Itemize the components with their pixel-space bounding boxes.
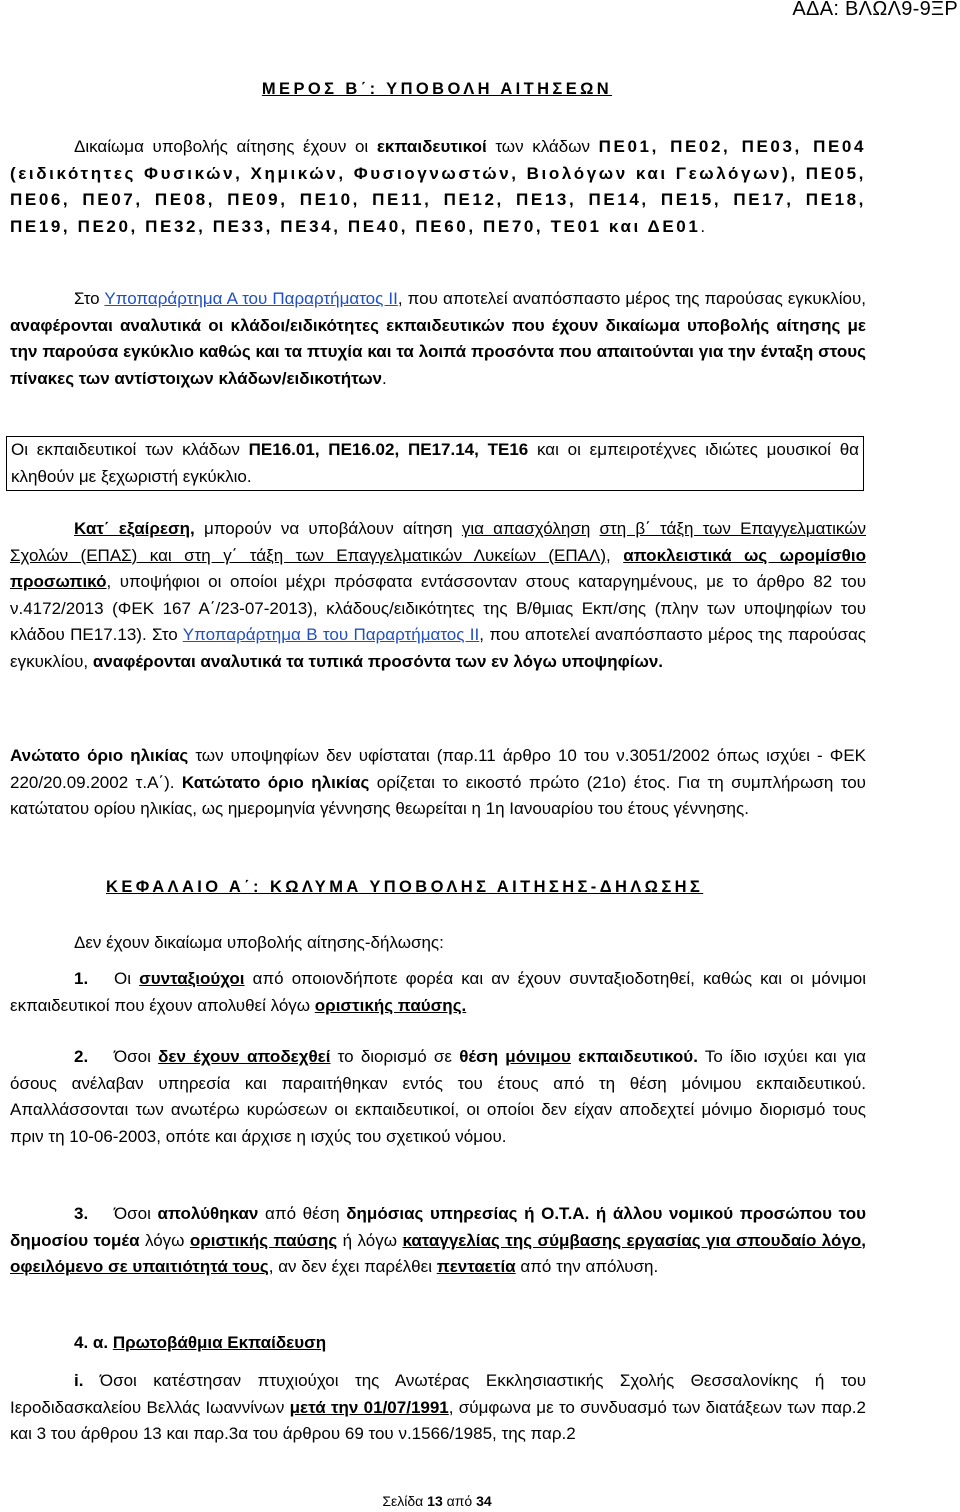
item-4-heading: [10, 1330, 866, 1357]
p1-bold-branches: ΠΕ01, ΠΕ02, ΠΕ03, ΠΕ04 (ειδικότητες Φυσικών, Χημικών, Φυσιογνωστών, Βιολόγων και Γεωλόγων), ΠΕ05, ΠΕ06, ΠΕ07, ΠΕ08, ΠΕ09, ΠΕ10, ΠΕ11, ΠΕ12, ΠΕ13, ΠΕ14, ΠΕ15, ΠΕ17, ΠΕ18, ΠΕ19, ΠΕ20, ΠΕ32, ΠΕ33, ΠΕ34, ΠΕ40, ΠΕ60, ΠΕ70, ΤΕ01 και ΔΕ01: [10, 137, 866, 236]
paragraph-exception: [10, 516, 866, 675]
item-2: [10, 1044, 866, 1150]
annex-a-link[interactable]: Υποπαράρτημα Α του Παραρτήματος ΙΙ: [104, 289, 398, 308]
p2-text-1: Στο: [74, 289, 105, 308]
p3-bold-1: ΠΕ16.01, ΠΕ16.02, ΠΕ17.14, ΤΕ16: [248, 440, 529, 459]
ada-code: ΑΔΑ: ΒΛΩΛ9-9ΞΡ: [792, 0, 958, 20]
item-2-bold-2: θέση: [459, 1047, 506, 1066]
item-1-text-1: Οι: [114, 969, 140, 988]
item-3-text-3: λόγω: [139, 1230, 190, 1250]
primary-education-title: Πρωτοβάθμια Εκπαίδευση: [112, 1333, 327, 1352]
item-4-number: 4. α.: [74, 1333, 109, 1352]
item-3-bold-5: πενταετία: [436, 1257, 516, 1276]
item-1-bold-1: συνταξιούχοι: [139, 969, 245, 988]
p4-underline-2: στη β΄ τάξη των Επαγγελματικών Σχολών (ΕΠΑΣ) και στη γ΄ τάξη των Επαγγελματικών Λυκείων (ΕΠΑΛ): [10, 519, 866, 565]
footer-middle: από: [442, 1493, 477, 1509]
p4-bold-2: αποκλειστικά ως ωρομίσθιο προσωπικό: [10, 545, 866, 591]
boxed-note: [6, 436, 864, 491]
p1-bold-1: εκπαιδευτικοί: [376, 137, 487, 156]
p5-bold-1: Ανώτατο όριο ηλικίας: [10, 746, 189, 765]
page-footer: [0, 1493, 874, 1509]
item-3-bold-4: καταγγελίας της σύμβασης εργασίας για σπουδαίο λόγο, οφειλόμενο σε υπαιτιότητά τους: [10, 1230, 866, 1276]
p4-text-1: μπορούν να υποβάλουν αίτηση: [194, 519, 462, 538]
item-4-i-number: i.: [74, 1371, 84, 1390]
item-1-text-2: από οποιονδήποτε φορέα και αν έχουν συνταξιοδοτηθεί, καθώς και οι μόνιμοι εκπαιδευτικοί που έχουν απολυθεί λόγω: [10, 969, 866, 1015]
annex-b-link[interactable]: Υποπαράρτημα Β του Παραρτήματος ΙΙ: [182, 625, 480, 644]
p4-text-2: [590, 519, 599, 538]
item-2-bold-3: μόνιμου: [505, 1047, 571, 1066]
item-3-text-5: , αν δεν έχει παρέλθει: [268, 1257, 437, 1276]
paragraph-annex-a: [10, 286, 866, 392]
footer-total-pages: 34: [476, 1493, 492, 1509]
item-4-i-text-2: , σύμφωνα με το συνδυασμό των διατάξεων των παρ.2 και 3 του άρθρου 13 και παρ.3α του άρθρου 69 του ν.1566/1985, της παρ.2: [10, 1397, 866, 1443]
p5-text-2: ορίζεται το εικοστό πρώτο (21ο) έτος. Για τη συμπλήρωση του κατώτατου ορίου ηλικίας, ως ημερομηνία γέννησης θεωρείται η 1η Ιανουαρίου του έτους γέννησης.: [10, 772, 866, 818]
p1-text-3: .: [700, 216, 708, 236]
p4-text-4: , υποψήφιοι οι οποίοι μέχρι πρόσφατα εντάσσονταν στους καταργημένους, με το άρθρο 82 του ν.4172/2013 (ΦΕΚ 167 Α΄/23-07-2013), κλάδους/ειδικότητες της Β/θμιας Εκπ/σης (πλην των υποψηφίων του κλάδου ΠΕ17.13). Στο: [10, 572, 866, 644]
p3-text-2: και οι εμπειροτέχνες ιδιώτες μουσικοί θα κληθούν με ξεχωριστή εγκύκλιο.: [11, 440, 859, 486]
p4-underline-1: για απασχόληση: [461, 519, 591, 538]
p2-bold-1: αναφέρονται αναλυτικά οι κλάδοι/ειδικότητες εκπαιδευτικών που έχουν δικαίωμα υποβολής αίτησης με την παρούσα εγκύκλιο καθώς και τα πτυχία και τα λοιπά προσόντα που απαιτούνται για την ένταξη στους πίνακες των αντίστοιχων κλάδων/ειδικοτήτων: [10, 315, 866, 388]
p1-text-1: Δικαίωμα υποβολής αίτησης έχουν οι: [74, 137, 377, 156]
item-3-text-2: από θέση: [258, 1204, 347, 1223]
item-2-text-2: το διορισμό σε: [330, 1047, 460, 1066]
p2-text-2: , που αποτελεί αναπόσπαστο μέρος της παρούσας εγκυκλίου,: [397, 289, 866, 308]
footer-prefix: Σελίδα: [382, 1493, 428, 1509]
item-2-bold-4: εκπαιδευτικού.: [570, 1047, 698, 1066]
p5-text-1: των υποψηφίων δεν υφίσταται (παρ.11 άρθρο 10 του ν.3051/2002 όπως ισχύει - ΦΕΚ 220/20.09.2002 τ.Α΄).: [10, 746, 866, 792]
item-4-i: [10, 1368, 866, 1448]
item-4-i-text-1: Όσοι κατέστησαν πτυχιούχοι της Ανωτέρας Εκκλησιαστικής Σχολής Θεσσαλονίκης ή του Ιεροδιδασκαλείου Βελλάς Ιωαννίνων: [10, 1371, 866, 1417]
p1-text-2: των κλάδων: [486, 137, 599, 156]
item-2-text-3: Το ίδιο ισχύει και για όσους ανέλαβαν υπηρεσία και παραιτήθηκαν εντός του έτους από τη θέση μόνιμου εκπαιδευτικού. Απαλλάσσονται των ανωτέρω κυρώσεων οι εκπαιδευτικοί, οι οποίοι δεν είχαν αποδεχτεί μόνιμο διορισμό τους πριν τη 10-06-2003, οπότε και άρχισε η ισχύς του σχετικού νόμου.: [10, 1047, 866, 1146]
item-2-number: 2.: [74, 1047, 89, 1066]
p2-text-3: .: [382, 368, 387, 388]
p4-text-3: ,: [606, 545, 624, 565]
item-3-text-6: από την απόλυση.: [515, 1257, 659, 1276]
item-3-text-4: ή λόγω: [337, 1230, 403, 1250]
chapter-title: ΚΕΦΑΛΑΙΟ Α΄: ΚΩΛΥΜΑ ΥΠΟΒΟΛΗΣ ΑΙΤΗΣΗΣ-ΔΗΛΩΣΗΣ: [106, 878, 704, 896]
item-3-bold-1: απολύθηκαν: [157, 1204, 259, 1223]
p5-bold-2: Κατώτατο όριο ηλικίας: [181, 772, 370, 792]
paragraph-age-limits: [10, 743, 866, 823]
footer-page-number: 13: [427, 1493, 443, 1509]
item-2-text-1: Όσοι: [114, 1047, 159, 1066]
item-4-i-bold-1: μετά την 01/07/1991: [289, 1397, 449, 1417]
paragraph-separate-circular: [6, 436, 864, 491]
paragraph-eligible-teachers: [10, 134, 866, 240]
item-3: [10, 1201, 866, 1281]
p3-text-1: Οι εκπαιδευτικοί των κλάδων: [11, 440, 249, 459]
item-3-text-1: Όσοι: [114, 1204, 158, 1223]
item-3-bold-3: οριστικής παύσης: [189, 1230, 338, 1250]
item-2-bold-1: δεν έχουν αποδεχθεί: [158, 1047, 331, 1066]
p4-bold-1: Κατ΄ εξαίρεση,: [74, 519, 195, 538]
item-3-bold-2: δημόσιας υπηρεσίας ή Ο.Τ.Α. ή άλλου νομικού προσώπου του δημοσίου τομέα: [10, 1204, 866, 1250]
part-title: ΜΕΡΟΣ Β΄: ΥΠΟΒΟΛΗ ΑΙΤΗΣΕΩΝ: [261, 80, 613, 98]
item-3-number: 3.: [74, 1204, 89, 1223]
item-1-bold-2: οριστικής παύσης.: [314, 995, 467, 1015]
item-1-number: 1.: [74, 969, 89, 988]
item-1: [10, 966, 866, 1019]
p4-text-5: , που αποτελεί αναπόσπαστο μέρος της παρούσας εγκυκλίου,: [10, 625, 866, 671]
intro-line: Δεν έχουν δικαίωμα υποβολής αίτησης-δήλωσης:: [74, 933, 444, 952]
p4-bold-3: αναφέρονται αναλυτικά τα τυπικά προσόντα των εν λόγω υποψηφίων.: [92, 651, 664, 671]
